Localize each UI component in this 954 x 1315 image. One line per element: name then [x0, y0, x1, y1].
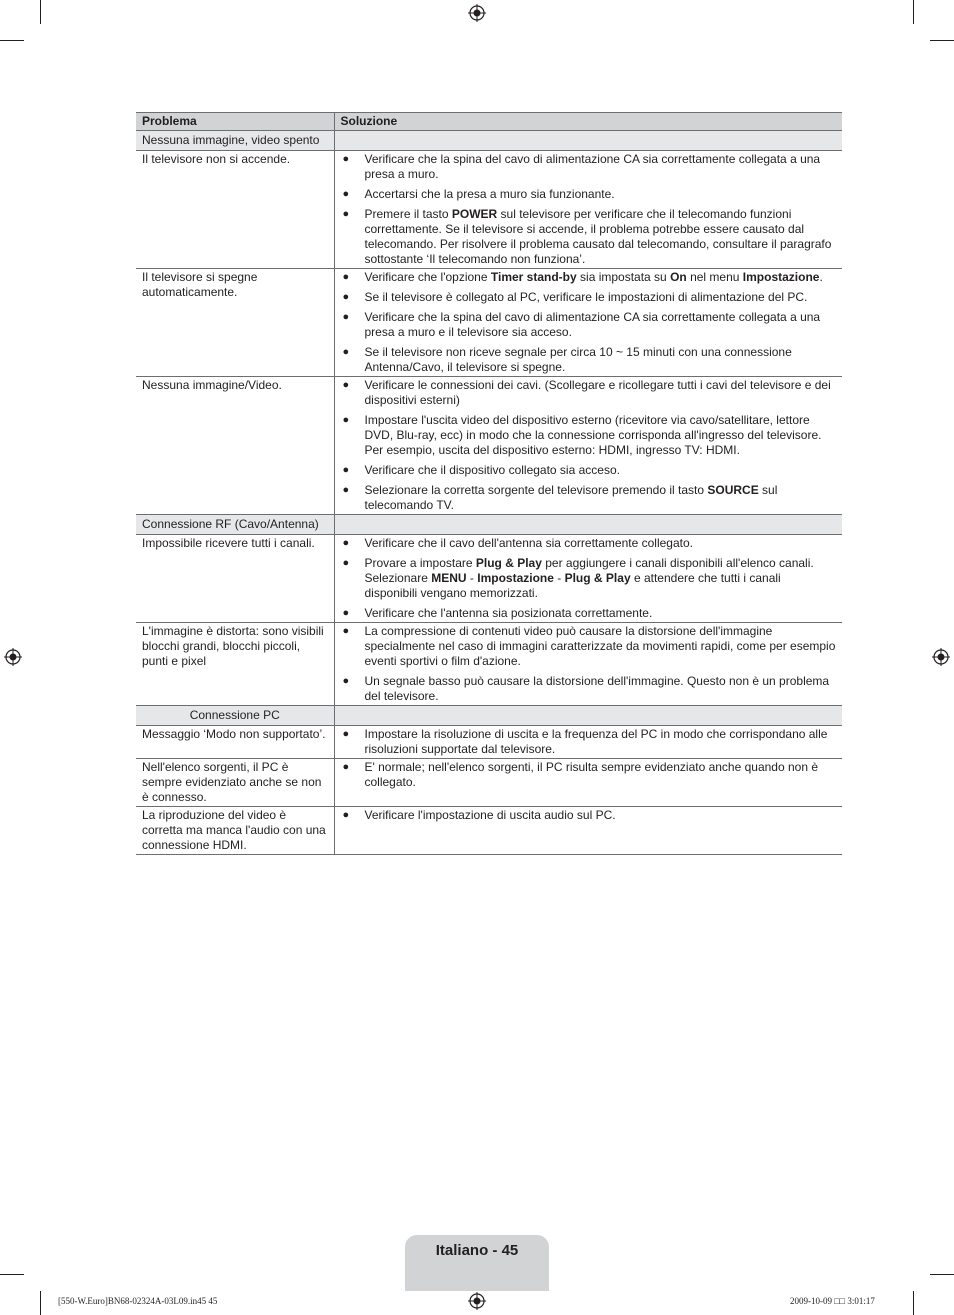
- bullet-icon: ●: [342, 271, 350, 283]
- table-row: [136, 269, 842, 377]
- table-row: [136, 377, 842, 515]
- bullet-icon: ●: [342, 537, 350, 549]
- solution-cell: [334, 759, 842, 807]
- text-segment: Verificare che la spina del cavo di alimentazione CA sia correttamente collegata a una presa a muro.: [364, 152, 821, 181]
- bullet-icon: ●: [342, 675, 350, 687]
- section-empty-cell: [334, 131, 842, 151]
- text-segment: per aggiungere i canali disponibili all'elenco canali. Selezionare: [364, 556, 814, 585]
- solution-cell: [334, 726, 842, 759]
- list-item: [341, 808, 837, 823]
- solution-cell: [334, 623, 842, 706]
- bullet-icon: ●: [342, 625, 350, 637]
- list-item: [341, 606, 837, 621]
- text-segment: Accertarsi che la presa a muro sia funzionante.: [364, 187, 615, 201]
- list-item: [341, 152, 837, 182]
- text-segment: Premere il tasto: [364, 207, 452, 221]
- section-title: Connessione PC: [136, 706, 334, 726]
- solution-cell: [334, 151, 842, 269]
- bold-term: Plug & Play: [475, 556, 542, 570]
- problem-cell: Il televisore non si accende.: [136, 151, 334, 269]
- bullet-icon: ●: [342, 728, 350, 740]
- text-segment: Un segnale basso può causare la distorsione dell'immagine. Questo non è un problema del televisore.: [364, 674, 830, 703]
- list-item: [341, 345, 837, 375]
- table-row: [136, 151, 842, 269]
- crop-mark-top-right-v: [913, 0, 914, 24]
- list-item: [341, 413, 837, 458]
- crop-mark-top-right-h: [930, 40, 954, 41]
- text-segment: Verificare che il cavo dell'antenna sia correttamente collegato.: [364, 536, 693, 550]
- registration-mark-left-icon: [4, 648, 22, 666]
- text-segment: .: [819, 270, 823, 284]
- bullet-icon: ●: [342, 379, 350, 391]
- bullet-icon: ●: [342, 484, 350, 496]
- table-row: [136, 726, 842, 759]
- bold-term: SOURCE: [707, 483, 759, 497]
- footer-timestamp: 2009-10-09 □□ 3:01:17: [790, 1296, 875, 1306]
- bold-term: MENU: [431, 571, 467, 585]
- registration-mark-top-icon: [468, 4, 486, 22]
- bold-term: Plug & Play: [564, 571, 631, 585]
- troubleshooting-table: [136, 112, 842, 855]
- text-segment: E' normale; nell'elenco sorgenti, il PC risulta sempre evidenziato anche quando non è collegato.: [364, 760, 819, 789]
- list-item: [341, 483, 837, 513]
- bullet-icon: ●: [342, 607, 350, 619]
- bullet-icon: ●: [342, 188, 350, 200]
- bullet-icon: ●: [342, 311, 350, 323]
- section-row: [136, 706, 842, 726]
- crop-mark-bottom-right-v: [913, 1291, 914, 1315]
- bullet-icon: ●: [342, 346, 350, 358]
- page-number-tab: Italiano - 45: [405, 1235, 549, 1291]
- crop-mark-bottom-right-h: [930, 1274, 954, 1275]
- solution-list: [341, 378, 837, 513]
- solution-list: [341, 727, 837, 757]
- solution-list: [341, 536, 837, 621]
- bullet-icon: ●: [342, 464, 350, 476]
- table-row: [136, 759, 842, 807]
- solution-cell: [334, 535, 842, 623]
- text-segment: Verificare le connessioni dei cavi. (Scollegare e ricollegare tutti i cavi del televisore e dei dispositivi esterni): [364, 378, 831, 407]
- solution-list: [341, 624, 837, 704]
- text-segment: Verificare l'impostazione di uscita audio sul PC.: [364, 808, 616, 822]
- text-segment: nel menu: [686, 270, 743, 284]
- list-item: [341, 674, 837, 704]
- list-item: [341, 270, 837, 285]
- table-body: [136, 131, 842, 855]
- text-segment: Se il televisore non riceve segnale per circa 10 ~ 15 minuti con una connessione Antenna/Cavo, il televisore si spegne.: [364, 345, 792, 374]
- solution-cell: [334, 807, 842, 855]
- text-segment: Verificare che il dispositivo collegato sia acceso.: [364, 463, 620, 477]
- crop-mark-top-left-v: [40, 0, 41, 24]
- section-empty-cell: [334, 515, 842, 535]
- text-segment: Selezionare la corretta sorgente del televisore premendo il tasto: [364, 483, 708, 497]
- list-item: [341, 378, 837, 408]
- list-item: [341, 290, 837, 305]
- solution-list: [341, 152, 837, 267]
- registration-mark-right-icon: [932, 648, 950, 666]
- crop-mark-bottom-left-v: [40, 1291, 41, 1315]
- bold-term: Timer stand-by: [490, 270, 577, 284]
- text-segment: Provare a impostare: [364, 556, 476, 570]
- bullet-icon: ●: [342, 208, 350, 220]
- text-segment: Verificare che l'antenna sia posizionata correttamente.: [364, 606, 653, 620]
- text-segment: sul televisore per verificare che il telecomando funzioni correttamente. Se il televisore si accende, il problema potrebbe essere causato dal telecomando. Per risolvere il problema causato dal telecomando, consultare il paragrafo sottostante ‘Il telecomando non funziona’.: [364, 207, 832, 266]
- list-item: [341, 187, 837, 202]
- bold-term: POWER: [451, 207, 498, 221]
- text-segment: La compressione di contenuti video può causare la distorsione dell'immagine specialmente nel caso di immagini caratterizzate da movimenti rapidi, come per esempio eventi sportivi o film d'azione.: [364, 624, 836, 668]
- section-empty-cell: [334, 706, 842, 726]
- list-item: [341, 624, 837, 669]
- problem-cell: Nessuna immagine/Video.: [136, 377, 334, 515]
- solution-cell: [334, 269, 842, 377]
- text-segment: sul telecomando TV.: [364, 483, 778, 512]
- bold-term: Impostazione: [742, 270, 820, 284]
- text-segment: Se il televisore è collegato al PC, verificare le impostazioni di alimentazione del PC.: [364, 290, 808, 304]
- table-row: [136, 623, 842, 706]
- bullet-icon: ●: [342, 414, 350, 426]
- problem-cell: L'immagine è distorta: sono visibili blocchi grandi, blocchi piccoli, punti e pixel: [136, 623, 334, 706]
- section-row: [136, 515, 842, 535]
- solution-list: [341, 760, 837, 790]
- section-title: Connessione RF (Cavo/Antenna): [136, 515, 334, 535]
- problem-cell: Nell'elenco sorgenti, il PC è sempre evidenziato anche se non è connesso.: [136, 759, 334, 807]
- list-item: [341, 556, 837, 601]
- header-problem: Problema: [136, 113, 334, 131]
- bullet-icon: ●: [342, 153, 350, 165]
- crop-mark-bottom-left-h: [0, 1274, 24, 1275]
- list-item: [341, 760, 837, 790]
- text-segment: -: [466, 571, 478, 585]
- solution-cell: [334, 377, 842, 515]
- bold-term: On: [670, 270, 687, 284]
- list-item: [341, 536, 837, 551]
- list-item: [341, 207, 837, 267]
- problem-cell: Il televisore si spegne automaticamente.: [136, 269, 334, 377]
- bullet-icon: ●: [342, 291, 350, 303]
- text-segment: -: [553, 571, 565, 585]
- bold-term: Impostazione: [477, 571, 554, 585]
- bullet-icon: ●: [342, 761, 350, 773]
- text-segment: sia impostata su: [576, 270, 671, 284]
- section-title: Nessuna immagine, video spento: [136, 131, 334, 151]
- problem-cell: La riproduzione del video è corretta ma manca l'audio con una connessione HDMI.: [136, 807, 334, 855]
- problem-cell: Impossibile ricevere tutti i canali.: [136, 535, 334, 623]
- section-row: [136, 131, 842, 151]
- table-row: [136, 807, 842, 855]
- table-row: [136, 535, 842, 623]
- footer-file-info: [550-W.Euro]BN68-02324A-03L09.in45 45: [58, 1296, 218, 1306]
- list-item: [341, 310, 837, 340]
- text-segment: e attendere che tutti i canali disponibili vengano memorizzati.: [364, 571, 781, 600]
- text-segment: Impostare la risoluzione di uscita e la frequenza del PC in modo che corrispondano alle risoluzioni supportate dal televisore.: [364, 727, 828, 756]
- list-item: [341, 463, 837, 478]
- registration-mark-bottom-icon: [468, 1292, 486, 1310]
- text-segment: Verificare che la spina del cavo di alimentazione CA sia correttamente collegata a una presa a muro e il televisore sia acceso.: [364, 310, 821, 339]
- crop-mark-top-left-h: [0, 40, 24, 41]
- list-item: [341, 727, 837, 757]
- header-solution: Soluzione: [334, 113, 842, 131]
- solution-list: [341, 270, 837, 375]
- table-header-row: [136, 113, 842, 131]
- solution-list: [341, 808, 837, 823]
- bullet-icon: ●: [342, 557, 350, 569]
- text-segment: Impostare l'uscita video del dispositivo esterno (ricevitore via cavo/satellitare, lettore DVD, Blu-ray, ecc) in modo che la connessione corrisponda all'ingresso del televisore. Per esempio, uscita del dispositivo esterno: HDMI, ingresso TV: HDMI.: [364, 413, 822, 457]
- bullet-icon: ●: [342, 809, 350, 821]
- problem-cell: Messaggio ‘Modo non supportato’.: [136, 726, 334, 759]
- text-segment: Verificare che l'opzione: [364, 270, 491, 284]
